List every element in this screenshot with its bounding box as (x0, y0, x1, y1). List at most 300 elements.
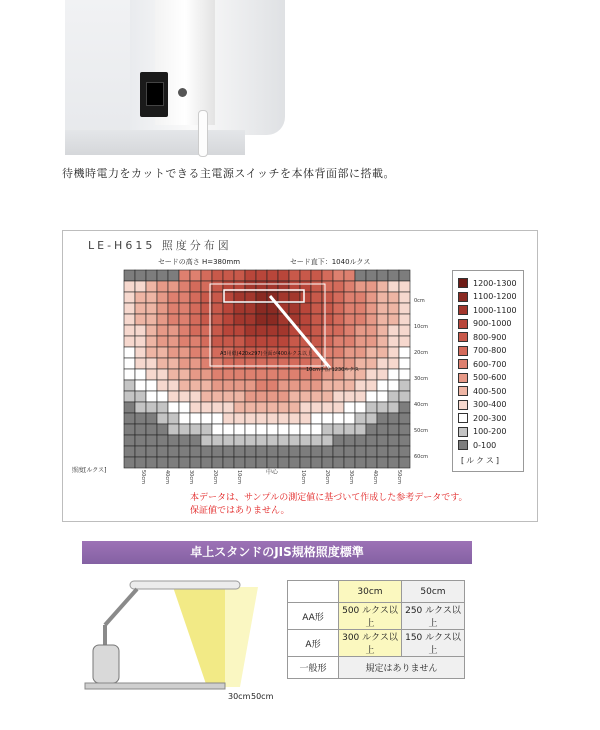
heatmap-cell (300, 380, 311, 391)
heatmap-cell (289, 402, 300, 413)
heatmap-cell (311, 391, 322, 402)
heatmap-cell (256, 358, 267, 369)
heatmap-cell (168, 380, 179, 391)
cell-50: 150 ルクス以上 (402, 630, 465, 657)
heatmap-cell (322, 435, 333, 446)
legend-item (458, 399, 506, 411)
heatmap-cell (344, 281, 355, 292)
heatmap-cell (157, 424, 168, 435)
heatmap-cell (311, 424, 322, 435)
heatmap-cell (333, 424, 344, 435)
heatmap-cell (146, 325, 157, 336)
legend-swatch (458, 292, 468, 302)
heatmap-cell (388, 391, 399, 402)
heatmap-cell (212, 380, 223, 391)
heatmap-cell (201, 457, 212, 468)
heatmap-cell (234, 336, 245, 347)
heatmap-cell (366, 391, 377, 402)
center-label: 中心 (266, 469, 279, 476)
heatmap-cell (124, 457, 135, 468)
heatmap-cell (355, 281, 366, 292)
heatmap-cell (267, 413, 278, 424)
heatmap-cell (311, 292, 322, 303)
heatmap-cell (344, 270, 355, 281)
heatmap-cell (157, 413, 168, 424)
front-annotation: 10cm手前 1230ルクス (306, 367, 360, 373)
heatmap-cell (322, 281, 333, 292)
disclaimer-line2: 保証値ではありません。 (190, 506, 290, 516)
heatmap-cell (366, 347, 377, 358)
disclaimer-line1: 本データは、サンプルの測定値に基づいて作成した参考データです。 (190, 493, 468, 503)
heatmap-cell (289, 303, 300, 314)
heatmap-cell (344, 402, 355, 413)
heatmap-cell (289, 446, 300, 457)
heatmap-cell (245, 435, 256, 446)
heatmap-cell (366, 457, 377, 468)
heatmap-cell (377, 402, 388, 413)
heatmap-cell (135, 413, 146, 424)
table-row (288, 603, 465, 630)
heatmap-cell (289, 424, 300, 435)
y-tick-label: 0cm (414, 298, 425, 304)
legend-swatch (458, 332, 468, 342)
legend-item (458, 385, 506, 397)
desk-line (85, 683, 225, 689)
heatmap-cell (322, 270, 333, 281)
x-tick-label: 50cm (140, 470, 146, 484)
heatmap-cell (333, 270, 344, 281)
jis-banner: 卓上スタンドのJIS規格照度標準 (82, 541, 472, 564)
heatmap-cell (190, 446, 201, 457)
heatmap-cell (157, 358, 168, 369)
heatmap-cell (179, 446, 190, 457)
heatmap-cell (289, 358, 300, 369)
heatmap-cell (366, 435, 377, 446)
heatmap-cell (168, 369, 179, 380)
legend-swatch (458, 305, 468, 315)
heatmap-cell (179, 391, 190, 402)
x-tick-label: 40cm (164, 470, 170, 484)
heatmap-cell (223, 314, 234, 325)
heatmap-cell (223, 435, 234, 446)
legend-item (458, 277, 517, 289)
lamp-shade (130, 581, 240, 589)
main-power-switch (140, 72, 168, 117)
heatmap-cell (388, 358, 399, 369)
heatmap-cell (157, 435, 168, 446)
heatmap-cell (179, 303, 190, 314)
heatmap-cell (256, 402, 267, 413)
heatmap-cell (399, 446, 410, 457)
heatmap-cell (377, 413, 388, 424)
y-tick-label: 60cm (414, 454, 428, 460)
x-tick-label: 30cm (348, 470, 354, 484)
heatmap-cell (168, 303, 179, 314)
heatmap-cell (179, 336, 190, 347)
heatmap-cell (212, 369, 223, 380)
legend-label: 1100-1200 (473, 292, 517, 301)
heatmap-cell (377, 369, 388, 380)
heatmap-cell (311, 413, 322, 424)
heatmap-cell (322, 446, 333, 457)
heatmap-cell (190, 281, 201, 292)
heatmap-cell (377, 303, 388, 314)
heatmap-cell (267, 402, 278, 413)
row-header: A形 (288, 630, 339, 657)
heatmap-cell (245, 380, 256, 391)
heatmap-cell (256, 303, 267, 314)
heatmap-cell (278, 270, 289, 281)
legend-label: 1000-1100 (473, 305, 517, 315)
heatmap-cell (168, 391, 179, 402)
heatmap-cell (366, 402, 377, 413)
heatmap-cell (366, 314, 377, 325)
heatmap-cell (333, 380, 344, 391)
heatmap-cell (223, 325, 234, 336)
lamp-arm-upper (105, 589, 137, 625)
heatmap-cell (388, 424, 399, 435)
heatmap-cell (157, 457, 168, 468)
legend-swatch (458, 413, 468, 423)
heatmap-cell (146, 446, 157, 457)
heatmap-cell (377, 380, 388, 391)
heatmap-cell (333, 347, 344, 358)
x-tick-label: 20cm (324, 470, 330, 484)
heatmap-cell (322, 325, 333, 336)
heatmap-cell (179, 424, 190, 435)
heatmap-cell (300, 413, 311, 424)
heatmap-cell (234, 325, 245, 336)
heatmap-cell (355, 303, 366, 314)
table-corner (288, 581, 339, 603)
heatmap-cell (267, 336, 278, 347)
heatmap-cell (212, 270, 223, 281)
heatmap-cell (355, 435, 366, 446)
heatmap-cell (245, 303, 256, 314)
cell-50: 250 ルクス以上 (402, 603, 465, 630)
heatmap-cell (289, 270, 300, 281)
heatmap-cell (256, 435, 267, 446)
heatmap-cell (212, 314, 223, 325)
heatmap-cell (212, 402, 223, 413)
heatmap-cell (399, 369, 410, 380)
heatmap-cell (256, 380, 267, 391)
heatmap-cell (289, 413, 300, 424)
heatmap-cell (245, 314, 256, 325)
heatmap-cell (190, 402, 201, 413)
heatmap-cell (135, 391, 146, 402)
heatmap-cell (201, 402, 212, 413)
heatmap-cell (311, 446, 322, 457)
legend-label: 0-100 (473, 440, 497, 450)
heatmap-cell (245, 402, 256, 413)
heatmap-cell (157, 303, 168, 314)
heatmap-cell (322, 336, 333, 347)
heatmap-cell (289, 457, 300, 468)
heatmap-cell (399, 325, 410, 336)
heatmap-cell (388, 457, 399, 468)
heatmap-cell (344, 314, 355, 325)
heatmap-cell (388, 281, 399, 292)
heatmap-cell (190, 325, 201, 336)
heatmap-cell (135, 325, 146, 336)
heatmap-cell (146, 347, 157, 358)
heatmap-cell (124, 446, 135, 457)
heatmap-cell (179, 457, 190, 468)
heatmap-cell (234, 391, 245, 402)
heatmap-cell (245, 358, 256, 369)
heatmap-cell (344, 380, 355, 391)
heatmap-cell (168, 347, 179, 358)
legend-label: 200-300 (473, 413, 507, 423)
heatmap-cell (278, 336, 289, 347)
heatmap-cell (388, 347, 399, 358)
heatmap-cell (168, 314, 179, 325)
heatmap-cell (212, 446, 223, 457)
col-header-30: 30cm (339, 581, 402, 603)
legend-item (458, 372, 506, 384)
heatmap-cell (201, 380, 212, 391)
cell-30: 500 ルクス以上 (339, 603, 402, 630)
heatmap-cell (245, 336, 256, 347)
heatmap-cell (168, 270, 179, 281)
legend-label: 800-900 (473, 332, 507, 342)
y-tick-label: 20cm (414, 350, 428, 356)
heatmap-cell (168, 281, 179, 292)
heatmap-cell (190, 347, 201, 358)
heatmap-cell (388, 336, 399, 347)
heatmap-cell (234, 424, 245, 435)
legend-label: 900-1000 (473, 319, 512, 328)
heatmap-cell (256, 424, 267, 435)
distance-50-label: 50cm (251, 692, 274, 701)
heatmap-cell (223, 413, 234, 424)
heatmap-cell (366, 303, 377, 314)
heatmap-cell (168, 457, 179, 468)
heatmap-cell (179, 292, 190, 303)
heatmap-cell (190, 358, 201, 369)
heatmap-cell (289, 369, 300, 380)
heatmap-cell (190, 314, 201, 325)
heatmap-cell (201, 435, 212, 446)
heatmap-cell (333, 336, 344, 347)
heatmap-cell (278, 446, 289, 457)
heatmap-cell (124, 413, 135, 424)
heatmap-cell (311, 281, 322, 292)
heatmap-cell (355, 336, 366, 347)
heatmap-cell (267, 325, 278, 336)
heatmap-cell (300, 391, 311, 402)
table-row (288, 657, 465, 679)
heatmap-cell (355, 314, 366, 325)
heatmap-cell (278, 369, 289, 380)
heatmap-cell (267, 391, 278, 402)
heatmap-cell (399, 336, 410, 347)
x-tick-label: 50cm (396, 470, 402, 484)
legend-swatch (458, 359, 468, 369)
axis-label: 照度[ルクス] (72, 467, 107, 474)
heatmap-cell (344, 325, 355, 336)
heatmap-cell (223, 457, 234, 468)
heatmap-cell (322, 347, 333, 358)
heatmap-cell (179, 270, 190, 281)
heatmap-cell (168, 435, 179, 446)
heatmap-cell (146, 391, 157, 402)
heatmap-cell (157, 281, 168, 292)
table-row (288, 630, 465, 657)
heatmap-cell (212, 435, 223, 446)
heatmap-cell (157, 347, 168, 358)
heatmap-cell (355, 402, 366, 413)
legend-swatch (458, 427, 468, 437)
heatmap-cell (366, 413, 377, 424)
heatmap-cell (289, 435, 300, 446)
heatmap-cell (311, 270, 322, 281)
x-tick-label: 10cm (300, 470, 306, 484)
legend-swatch (458, 400, 468, 410)
heatmap-cell (388, 325, 399, 336)
y-tick-label: 10cm (414, 324, 428, 330)
heatmap-cell (388, 402, 399, 413)
heatmap-cell (179, 314, 190, 325)
heatmap-cell (322, 380, 333, 391)
heatmap-cell (256, 314, 267, 325)
heatmap-cell (245, 270, 256, 281)
heatmap-cell (190, 369, 201, 380)
heatmap-cell (333, 325, 344, 336)
heatmap-cell (355, 380, 366, 391)
heatmap-cell (311, 380, 322, 391)
heatmap-cell (157, 292, 168, 303)
heatmap-cell (377, 314, 388, 325)
y-tick-label: 30cm (414, 376, 428, 382)
heatmap-cell (223, 391, 234, 402)
heatmap-cell (146, 369, 157, 380)
heatmap-cell (267, 369, 278, 380)
heatmap-cell (157, 391, 168, 402)
power-cable (198, 110, 208, 157)
heatmap-cell (311, 303, 322, 314)
heatmap-cell (256, 336, 267, 347)
heatmap-cell (377, 435, 388, 446)
dc-port (178, 88, 187, 97)
heatmap-cell (300, 303, 311, 314)
heatmap-cell (135, 358, 146, 369)
heatmap-cell (179, 380, 190, 391)
legend-item (458, 358, 506, 370)
legend-item (458, 426, 506, 438)
heatmap-cell (289, 391, 300, 402)
heatmap-cell (300, 424, 311, 435)
heatmap-cell (388, 314, 399, 325)
heatmap-cell (333, 303, 344, 314)
heatmap-cell (399, 314, 410, 325)
heatmap-cell (300, 446, 311, 457)
lamp-base-body (93, 645, 119, 683)
heatmap-cell (124, 435, 135, 446)
x-tick-label: 20cm (212, 470, 218, 484)
heatmap-cell (333, 292, 344, 303)
heatmap-cell (190, 413, 201, 424)
heatmap-cell (168, 292, 179, 303)
legend-label: 100-200 (473, 427, 507, 436)
heatmap-cell (366, 270, 377, 281)
heatmap-cell (179, 347, 190, 358)
heatmap-cell (322, 457, 333, 468)
heatmap-cell (322, 402, 333, 413)
heatmap-cell (201, 391, 212, 402)
heatmap-cell (157, 270, 168, 281)
heatmap-cell (300, 457, 311, 468)
heatmap-cell (201, 446, 212, 457)
heatmap-cell (388, 292, 399, 303)
heatmap-cell (366, 336, 377, 347)
heatmap-cell (212, 358, 223, 369)
heatmap-cell (146, 380, 157, 391)
heatmap-cell (388, 413, 399, 424)
heatmap-cell (135, 424, 146, 435)
heatmap-cell (146, 402, 157, 413)
heatmap-cell (168, 358, 179, 369)
heatmap-cell (344, 457, 355, 468)
heatmap-cell (300, 402, 311, 413)
heatmap-cell (146, 270, 157, 281)
heatmap-cell (399, 292, 410, 303)
heatmap-cell (399, 424, 410, 435)
heatmap-cell (234, 369, 245, 380)
heatmap-cell (388, 435, 399, 446)
heatmap-cell (344, 292, 355, 303)
product-back-photo (65, 0, 245, 155)
heatmap-cell (300, 270, 311, 281)
heatmap-cell (234, 270, 245, 281)
heatmap-cell (190, 292, 201, 303)
col-header-50: 50cm (402, 581, 465, 603)
heatmap-cell (234, 435, 245, 446)
heatmap-cell (157, 446, 168, 457)
heatmap-cell (146, 336, 157, 347)
heatmap-cell (333, 435, 344, 446)
heatmap-cell (124, 347, 135, 358)
heatmap-cell (377, 446, 388, 457)
heatmap-cell (157, 369, 168, 380)
heatmap-cell (245, 446, 256, 457)
heatmap-cell (311, 457, 322, 468)
heatmap-cell (333, 413, 344, 424)
heatmap-cell (300, 314, 311, 325)
heatmap-cell (256, 446, 267, 457)
heatmap-cell (146, 314, 157, 325)
heatmap-cell (124, 270, 135, 281)
heatmap-cell (212, 325, 223, 336)
illuminance-heatmap (120, 268, 428, 468)
heatmap-cell (366, 358, 377, 369)
heatmap-cell (377, 292, 388, 303)
heatmap-cell (146, 303, 157, 314)
heatmap-cell (212, 391, 223, 402)
heatmap-cell (256, 369, 267, 380)
heatmap-cell (366, 325, 377, 336)
heatmap-cell (344, 347, 355, 358)
heatmap-cell (399, 270, 410, 281)
heatmap-cell (168, 424, 179, 435)
heatmap-cell (377, 270, 388, 281)
heatmap-cell (333, 446, 344, 457)
heatmap-cell (223, 270, 234, 281)
heatmap-cell (278, 402, 289, 413)
heatmap-cell (212, 336, 223, 347)
heatmap-cell (212, 424, 223, 435)
